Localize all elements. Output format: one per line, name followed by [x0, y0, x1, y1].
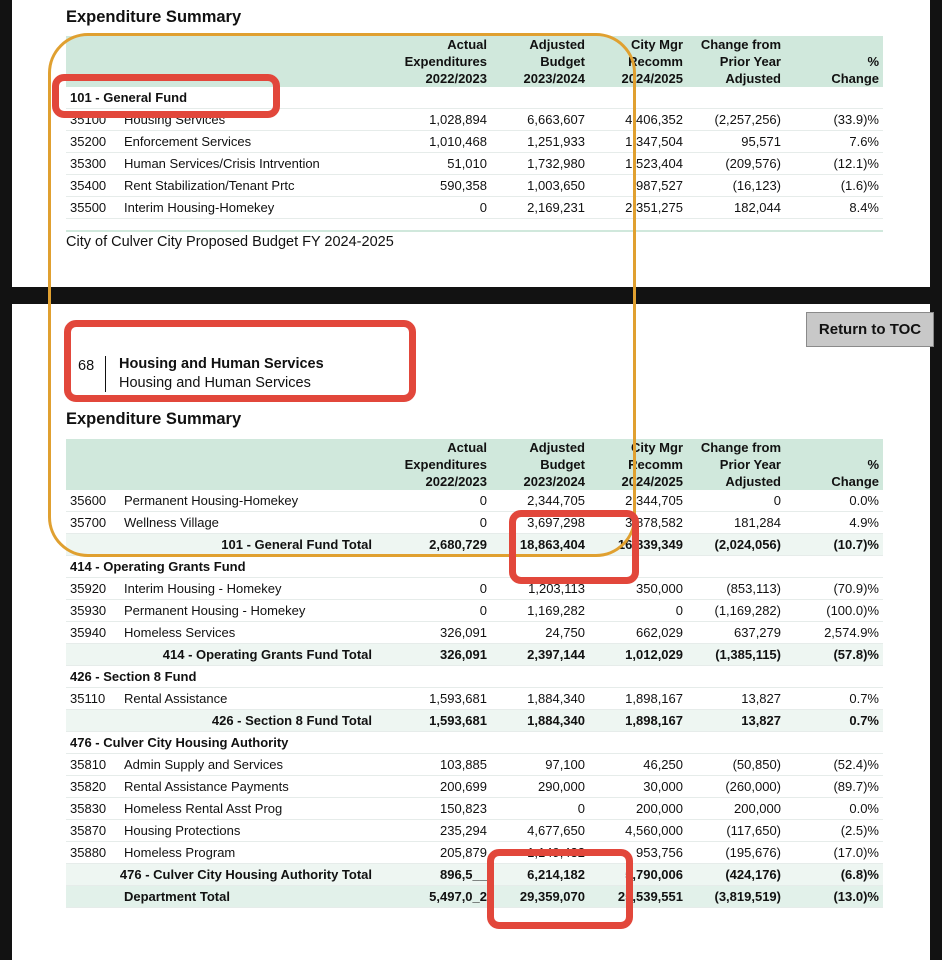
page-footer: City of Culver City Proposed Budget FY 2024-2025 [66, 234, 394, 250]
pct-change-value: 7.6% [785, 131, 883, 153]
change-value: 95,571 [687, 131, 785, 153]
change-value: 13,827 [687, 688, 785, 710]
pct-change-value: (100.0)% [785, 600, 883, 622]
change-value: (16,123) [687, 175, 785, 197]
actual-value: 0 [388, 490, 491, 512]
fund-header-row [66, 732, 883, 754]
recomm-value: 1,347,504 [589, 131, 687, 153]
change-value: (2,257,256) [687, 109, 785, 131]
change-value: (853,113) [687, 578, 785, 600]
pct-change-value: (13.0)% [785, 886, 883, 908]
recomm-value: 46,250 [589, 754, 687, 776]
account-description: Rent Stabilization/Tenant Prtc [120, 175, 388, 197]
recomm-value: 1,012,029 [589, 644, 687, 666]
actual-value: 205,879 [388, 842, 491, 864]
fund-total-row [66, 644, 883, 666]
fund-header-row [66, 556, 883, 578]
table-row [66, 820, 883, 842]
account-description: Rental Assistance Payments [120, 776, 388, 798]
table-row [66, 798, 883, 820]
account-code: 35930 [66, 600, 120, 622]
fund-header-row [66, 87, 883, 109]
col-change: Change from Prior Year Adjusted [687, 36, 785, 87]
account-code: 35810 [66, 754, 120, 776]
pct-change-value: (12.1)% [785, 153, 883, 175]
change-value: (195,676) [687, 842, 785, 864]
total-label: 414 - Operating Grants Fund Total [66, 644, 388, 666]
table-row [66, 622, 883, 644]
adjusted-value: 290,000 [491, 776, 589, 798]
pct-change-value: 0.7% [785, 688, 883, 710]
col-change: Change from Prior Year Adjusted [687, 439, 785, 490]
adjusted-value: 2,169,231 [491, 197, 589, 219]
account-code: 35200 [66, 131, 120, 153]
footer-divider [66, 230, 883, 232]
recomm-value: 2,344,705 [589, 490, 687, 512]
adjusted-value: 2,344,705 [491, 490, 589, 512]
fund-label: 476 - Culver City Housing Authority [66, 732, 883, 754]
col-actual: Actual Expenditures 2022/2023 [388, 36, 491, 87]
recomm-value: 5,790,006 [589, 864, 687, 886]
recomm-value: 25,539,551 [589, 886, 687, 908]
actual-value: 590,358 [388, 175, 491, 197]
adjusted-value: 4,677,650 [491, 820, 589, 842]
actual-value: 0 [388, 512, 491, 534]
section-title: Expenditure Summary [66, 410, 242, 428]
return-to-toc-button[interactable]: Return to TOC [806, 312, 934, 347]
change-value: (1,169,282) [687, 600, 785, 622]
table-row [66, 578, 883, 600]
adjusted-value: 29,359,070 [491, 886, 589, 908]
table-row [66, 600, 883, 622]
pct-change-value: 0.0% [785, 490, 883, 512]
account-code: 35880 [66, 842, 120, 864]
section-title: Expenditure Summary [66, 8, 242, 26]
account-description: Rental Assistance [120, 688, 388, 710]
fund-total-row [66, 710, 883, 732]
department-total-row [66, 886, 883, 908]
pct-change-value: 8.4% [785, 197, 883, 219]
account-code: 35830 [66, 798, 120, 820]
account-code: 35110 [66, 688, 120, 710]
account-description: Interim Housing-Homekey [120, 197, 388, 219]
actual-value: 235,294 [388, 820, 491, 842]
account-description: Interim Housing - Homekey [120, 578, 388, 600]
adjusted-value: 1,203,113 [491, 578, 589, 600]
adjusted-value: 1,003,650 [491, 175, 589, 197]
pct-change-value: (10.7)% [785, 534, 883, 556]
table-header-row [66, 36, 883, 87]
change-value: (424,176) [687, 864, 785, 886]
pct-change-value: (52.4)% [785, 754, 883, 776]
account-description: Admin Supply and Services [120, 754, 388, 776]
table-row [66, 688, 883, 710]
department-name: Housing and Human Services [119, 356, 324, 372]
account-code: 35100 [66, 109, 120, 131]
actual-value: 1,010,468 [388, 131, 491, 153]
pct-change-value: (17.0)% [785, 842, 883, 864]
recomm-value: 30,000 [589, 776, 687, 798]
account-description: Homeless Rental Asst Prog [120, 798, 388, 820]
pct-change-value: (2.5)% [785, 820, 883, 842]
account-code: 35820 [66, 776, 120, 798]
account-description: Homeless Services [120, 622, 388, 644]
account-description: Housing Services [120, 109, 388, 131]
actual-value: 326,091 [388, 622, 491, 644]
recomm-value: 987,527 [589, 175, 687, 197]
change-value: (117,650) [687, 820, 785, 842]
table-row [66, 109, 883, 131]
actual-value: 150,823 [388, 798, 491, 820]
recomm-value: 1,523,404 [589, 153, 687, 175]
pct-change-value: (70.9)% [785, 578, 883, 600]
recomm-value: 1,898,167 [589, 688, 687, 710]
spacer [66, 886, 120, 908]
col-city-mgr: City Mgr Recomm 2024/2025 [589, 439, 687, 490]
actual-value: 896,5__ [388, 864, 491, 886]
recomm-value: 16,839,349 [589, 534, 687, 556]
account-description: Housing Protections [120, 820, 388, 842]
account-description: Wellness Village [120, 512, 388, 534]
adjusted-value: 1,884,340 [491, 710, 589, 732]
col-actual: Actual Expenditures 2022/2023 [388, 439, 491, 490]
change-value: 182,044 [687, 197, 785, 219]
col-pct: % Change [785, 36, 883, 87]
adjusted-value: 18,863,404 [491, 534, 589, 556]
recomm-value: 2,351,275 [589, 197, 687, 219]
account-code: 35870 [66, 820, 120, 842]
recomm-value: 1,898,167 [589, 710, 687, 732]
recomm-value: 350,000 [589, 578, 687, 600]
recomm-value: 3,878,582 [589, 512, 687, 534]
fund-label: 101 - General Fund [66, 87, 883, 109]
expenditure-table-bottom [66, 439, 883, 908]
account-code: 35600 [66, 490, 120, 512]
change-value: (50,850) [687, 754, 785, 776]
adjusted-value: 1,149,432 [491, 842, 589, 864]
table-row [66, 512, 883, 534]
actual-value: 326,091 [388, 644, 491, 666]
actual-value: 103,885 [388, 754, 491, 776]
adjusted-value: 1,251,933 [491, 131, 589, 153]
total-label: 426 - Section 8 Fund Total [66, 710, 388, 732]
account-description: Human Services/Crisis Intrvention [120, 153, 388, 175]
recomm-value: 4,406,352 [589, 109, 687, 131]
budget-page-top [12, 0, 930, 287]
adjusted-value: 1,732,980 [491, 153, 589, 175]
budget-page-bottom [12, 304, 930, 960]
actual-value: 5,497,0_2 [388, 886, 491, 908]
adjusted-value: 97,100 [491, 754, 589, 776]
fund-total-row [66, 864, 883, 886]
account-description: Permanent Housing - Homekey [120, 600, 388, 622]
pct-change-value: (89.7)% [785, 776, 883, 798]
table-header-row [66, 439, 883, 490]
table-row [66, 131, 883, 153]
change-value: 13,827 [687, 710, 785, 732]
recomm-value: 4,560,000 [589, 820, 687, 842]
pct-change-value: 2,574.9% [785, 622, 883, 644]
col-adjusted: Adjusted Budget 2023/2024 [491, 439, 589, 490]
pct-change-value: (1.6)% [785, 175, 883, 197]
recomm-value: 662,029 [589, 622, 687, 644]
change-value: (209,576) [687, 153, 785, 175]
actual-value: 51,010 [388, 153, 491, 175]
account-description: Enforcement Services [120, 131, 388, 153]
adjusted-value: 3,697,298 [491, 512, 589, 534]
fund-total-row [66, 534, 883, 556]
pct-change-value: (6.8)% [785, 864, 883, 886]
adjusted-value: 6,214,182 [491, 864, 589, 886]
actual-value: 200,699 [388, 776, 491, 798]
fund-label: 426 - Section 8 Fund [66, 666, 883, 688]
col-pct: % Change [785, 439, 883, 490]
change-value: 637,279 [687, 622, 785, 644]
recomm-value: 953,756 [589, 842, 687, 864]
change-value: (3,819,519) [687, 886, 785, 908]
total-label: 476 - Culver City Housing Authority Total [66, 864, 388, 886]
adjusted-value: 6,663,607 [491, 109, 589, 131]
actual-value: 0 [388, 600, 491, 622]
pct-change-value: 4.9% [785, 512, 883, 534]
pct-change-value: (57.8)% [785, 644, 883, 666]
table-row [66, 776, 883, 798]
account-description: Homeless Program [120, 842, 388, 864]
account-code: 35920 [66, 578, 120, 600]
table-row [66, 197, 883, 219]
account-code: 35300 [66, 153, 120, 175]
change-value: 0 [687, 490, 785, 512]
actual-value: 0 [388, 197, 491, 219]
adjusted-value: 0 [491, 798, 589, 820]
table-row [66, 175, 883, 197]
department-subname: Housing and Human Services [119, 375, 311, 391]
change-value: (1,385,115) [687, 644, 785, 666]
pct-change-value: 0.0% [785, 798, 883, 820]
account-code: 35400 [66, 175, 120, 197]
table-row [66, 153, 883, 175]
table-row [66, 842, 883, 864]
total-label: Department Total [120, 886, 388, 908]
pct-change-value: 0.7% [785, 710, 883, 732]
recomm-value: 0 [589, 600, 687, 622]
table-row [66, 490, 883, 512]
account-description: Permanent Housing-Homekey [120, 490, 388, 512]
pct-change-value: (33.9)% [785, 109, 883, 131]
recomm-value: 200,000 [589, 798, 687, 820]
change-value: (260,000) [687, 776, 785, 798]
actual-value: 1,593,681 [388, 710, 491, 732]
change-value: (2,024,056) [687, 534, 785, 556]
adjusted-value: 1,884,340 [491, 688, 589, 710]
actual-value: 1,028,894 [388, 109, 491, 131]
change-value: 200,000 [687, 798, 785, 820]
page-number: 68 [78, 358, 95, 374]
change-value: 181,284 [687, 512, 785, 534]
account-code: 35700 [66, 512, 120, 534]
expenditure-table-top [66, 36, 883, 219]
col-city-mgr: City Mgr Recomm 2024/2025 [589, 36, 687, 87]
table-row [66, 754, 883, 776]
actual-value: 0 [388, 578, 491, 600]
fund-header-row [66, 666, 883, 688]
header-divider [105, 356, 106, 392]
adjusted-value: 2,397,144 [491, 644, 589, 666]
account-code: 35940 [66, 622, 120, 644]
col-adjusted: Adjusted Budget 2023/2024 [491, 36, 589, 87]
fund-label: 414 - Operating Grants Fund [66, 556, 883, 578]
total-label: 101 - General Fund Total [66, 534, 388, 556]
account-code: 35500 [66, 197, 120, 219]
adjusted-value: 1,169,282 [491, 600, 589, 622]
adjusted-value: 24,750 [491, 622, 589, 644]
actual-value: 2,680,729 [388, 534, 491, 556]
actual-value: 1,593,681 [388, 688, 491, 710]
